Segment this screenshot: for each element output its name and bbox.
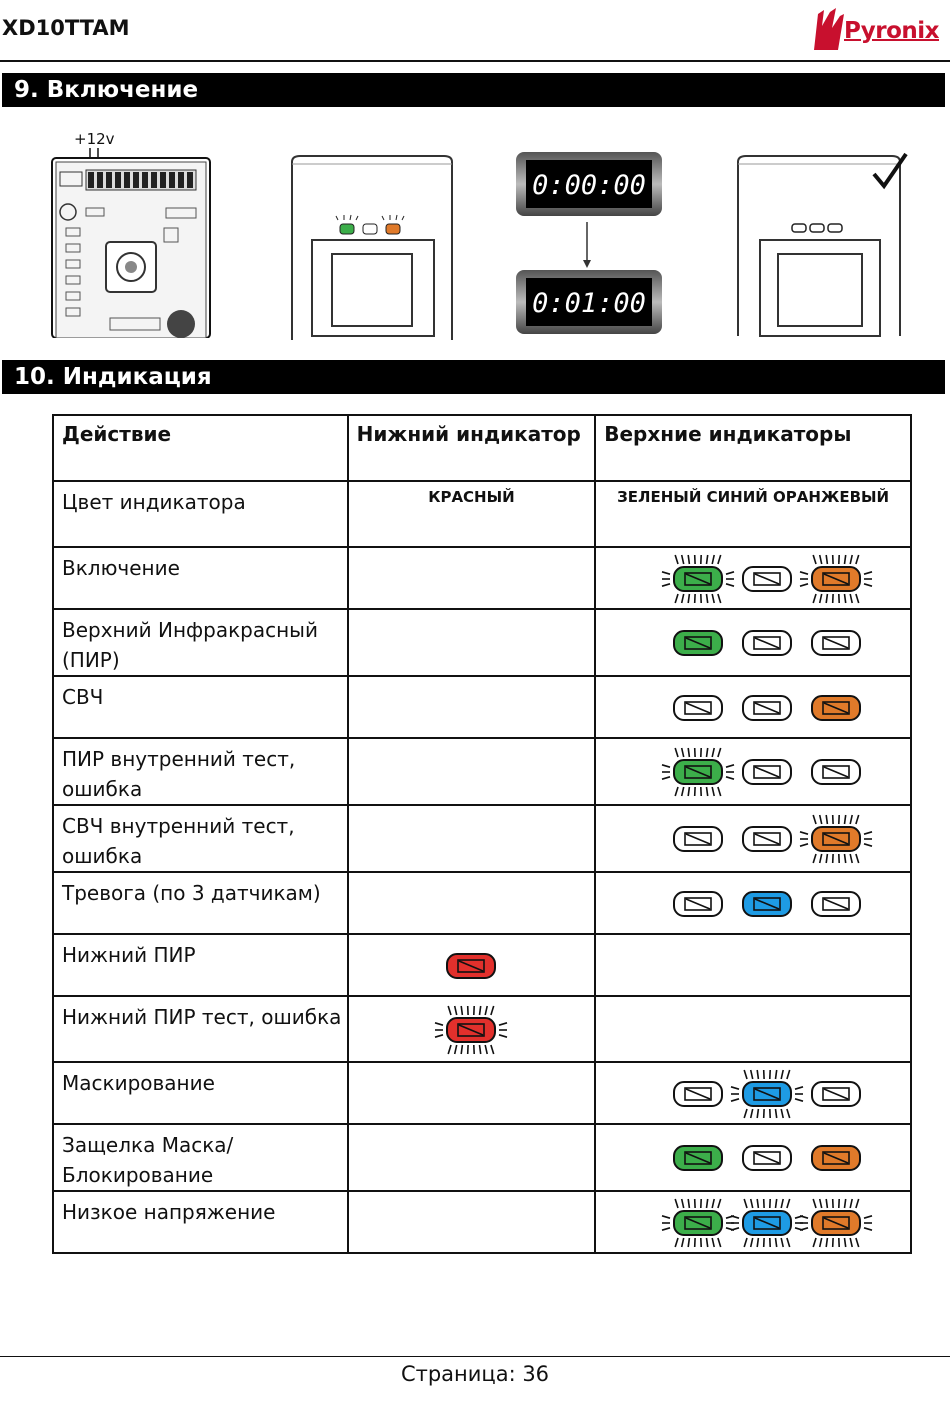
lower-indicator-cell: [348, 609, 596, 676]
lower-indicator-cell: [348, 996, 596, 1062]
off-led-steady: [674, 892, 722, 916]
lower-indicator-cell: [348, 1124, 596, 1191]
off-led-steady: [743, 760, 791, 784]
upper-indicators-cell: [595, 676, 911, 738]
upper-indicators-cell: [595, 934, 911, 996]
action-label: Низкое напряжение: [53, 1191, 348, 1253]
action-label: Маскирование: [53, 1062, 348, 1124]
green-led-flash: [662, 1199, 734, 1247]
upper-indicators-cell: [595, 1124, 911, 1191]
table-header-row: [53, 415, 911, 481]
action-label: ПИР внутренний тест, ошибка: [53, 738, 348, 805]
off-led-steady: [743, 696, 791, 720]
lower-indicator-cell: [348, 934, 596, 996]
color-row-label: Цвет индикатора: [53, 481, 348, 547]
lower-indicator-cell: [348, 872, 596, 934]
detector-front-flashing: [288, 152, 458, 340]
lower-color-label: КРАСНЫЙ: [348, 481, 596, 547]
orange-led-flash: [800, 555, 872, 603]
off-led-steady: [812, 892, 860, 916]
table-row: [53, 805, 911, 872]
table-row: [53, 547, 911, 609]
table-row: [53, 872, 911, 934]
color-legend-row: [53, 481, 911, 547]
pcb-board-diagram: [46, 128, 216, 338]
timer-start-readout: 0:00:00: [532, 170, 646, 201]
blue-led-flash: [731, 1199, 803, 1247]
upper-indicators-cell: [595, 1062, 911, 1124]
blue-led-steady: [743, 892, 791, 916]
upper-indicators-cell: [595, 547, 911, 609]
off-led-steady: [812, 631, 860, 655]
action-label: Включение: [53, 547, 348, 609]
upper-indicators-cell: [595, 996, 911, 1062]
header-divider: [0, 60, 950, 62]
off-led-steady: [674, 827, 722, 851]
orange-led-flash: [800, 1199, 872, 1247]
table-row: [53, 609, 911, 676]
brand-logo: [808, 6, 948, 54]
off-led-steady: [743, 567, 791, 591]
pyronix-flame-icon: [808, 6, 848, 54]
column-header-action: Действие: [53, 415, 348, 481]
action-label: Верхний Инфракрасный (ПИР): [53, 609, 348, 676]
indication-table: [52, 414, 912, 1254]
off-led-steady: [674, 696, 722, 720]
action-label: Нижний ПИР: [53, 934, 348, 996]
orange-led-steady: [812, 696, 860, 720]
action-label: Защелка Маска/ Блокирование: [53, 1124, 348, 1191]
section-heading-power-on: 9. Включение: [2, 73, 945, 107]
green-led-flash: [662, 555, 734, 603]
upper-indicators-cell: [595, 1191, 911, 1253]
lower-indicator-cell: [348, 547, 596, 609]
orange-led-steady: [812, 1146, 860, 1170]
lower-indicator-cell: [348, 738, 596, 805]
green-led-steady: [674, 631, 722, 655]
lower-indicator-cell: [348, 805, 596, 872]
action-label: Тревога (по 3 датчикам): [53, 872, 348, 934]
table-row: [53, 996, 911, 1062]
upper-indicators-cell: [595, 872, 911, 934]
lower-indicator-cell: [348, 1191, 596, 1253]
timer-end-readout: 0:01:00: [532, 288, 646, 319]
table-row: [53, 1191, 911, 1253]
red-led-steady: [447, 954, 495, 978]
column-header-lower-indicator: Нижний индикатор: [348, 415, 596, 481]
footer-divider: [0, 1356, 950, 1357]
off-led-steady: [743, 827, 791, 851]
action-label: СВЧ внутренний тест, ошибка: [53, 805, 348, 872]
detector-front-ready: [734, 152, 914, 340]
red-led-flash: [435, 1006, 507, 1054]
voltage-label: +12v: [74, 130, 115, 148]
action-label: Нижний ПИР тест, ошибка: [53, 996, 348, 1062]
lower-indicator-cell: [348, 1062, 596, 1124]
off-led-steady: [743, 1146, 791, 1170]
section-heading-indication: 10. Индикация: [2, 360, 945, 394]
table-row: [53, 1062, 911, 1124]
off-led-steady: [743, 631, 791, 655]
brand-name: Pyronix: [844, 18, 940, 44]
off-led-steady: [812, 760, 860, 784]
upper-indicators-cell: [595, 738, 911, 805]
lower-indicator-cell: [348, 676, 596, 738]
table-row: [53, 934, 911, 996]
action-label: СВЧ: [53, 676, 348, 738]
upper-indicators-cell: [595, 609, 911, 676]
off-led-steady: [674, 1082, 722, 1106]
blue-led-flash: [731, 1070, 803, 1118]
green-led-steady: [674, 1146, 722, 1170]
off-led-steady: [812, 1082, 860, 1106]
power-on-illustrations: [0, 110, 950, 345]
page-number: Страница: 36: [400, 1362, 550, 1386]
upper-indicators-cell: [595, 805, 911, 872]
upper-color-label: ЗЕЛЕНЫЙ СИНИЙ ОРАНЖЕВЫЙ: [595, 481, 911, 547]
timer-diagram: [516, 152, 664, 338]
document-model-title: XD10TTAM: [2, 16, 130, 40]
green-led-flash: [662, 748, 734, 796]
orange-led-flash: [800, 815, 872, 863]
table-row: [53, 1124, 911, 1191]
table-row: [53, 738, 911, 805]
column-header-upper-indicators: Верхние индикаторы: [595, 415, 911, 481]
table-row: [53, 676, 911, 738]
